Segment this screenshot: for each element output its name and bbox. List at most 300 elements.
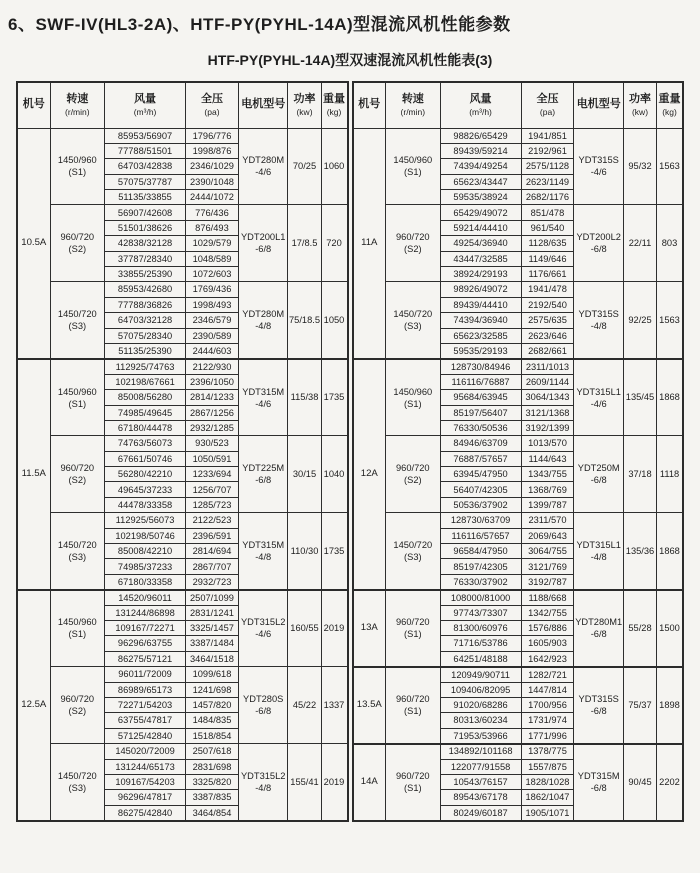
air-volume-cell: 49254/36940	[440, 236, 521, 251]
power-cell: 37/18	[623, 436, 656, 513]
motor-model-line2: -6/8	[255, 706, 272, 717]
power-cell: 75/37	[623, 667, 656, 744]
table-row	[353, 436, 684, 451]
pressure-cell: 2311/570	[521, 513, 574, 528]
air-volume-cell: 102198/50746	[105, 528, 186, 543]
motor-model-cell	[574, 513, 624, 590]
table-row	[353, 128, 684, 143]
pressure-cell: 1233/694	[186, 467, 239, 482]
pressure-cell: 1518/854	[186, 728, 239, 743]
air-volume-cell: 57075/28340	[105, 328, 186, 343]
air-volume-cell: 37787/28340	[105, 251, 186, 266]
air-volume-cell: 56407/42305	[440, 482, 521, 497]
motor-model-line2: -4/6	[255, 629, 272, 640]
machine-no-cell: 11A	[353, 128, 386, 359]
air-volume-cell: 63945/47950	[440, 467, 521, 482]
motor-model-line1: YDT250M	[577, 463, 620, 474]
header-label: 全压	[200, 93, 223, 106]
pressure-cell: 1796/776	[186, 128, 239, 143]
machine-no-cell: 11.5A	[17, 359, 50, 590]
pressure-cell: 2390/589	[186, 328, 239, 343]
air-volume-cell: 67180/33358	[105, 574, 186, 589]
header-row	[353, 82, 684, 128]
power-cell: 92/25	[623, 282, 656, 359]
header-power	[623, 82, 656, 128]
air-volume-cell: 128730/63709	[440, 513, 521, 528]
pressure-cell: 2396/1050	[186, 374, 239, 389]
header-machine-no	[353, 82, 386, 128]
pressure-cell: 2932/1285	[186, 420, 239, 435]
pressure-cell: 2346/1029	[186, 159, 239, 174]
pressure-cell: 1731/974	[521, 713, 574, 728]
table-subtitle: HTF-PY(PYHL-14A)型双速混流风机性能表(3)	[207, 52, 493, 68]
header-weight	[657, 82, 683, 128]
air-volume-cell: 128730/84946	[440, 359, 521, 374]
motor-model-cell	[238, 205, 288, 282]
motor-model-cell	[574, 744, 624, 821]
pressure-cell: 2069/643	[521, 528, 574, 543]
air-volume-cell: 10543/76157	[440, 774, 521, 789]
table-row	[353, 359, 684, 374]
air-volume-cell: 50536/37902	[440, 497, 521, 512]
air-volume-cell: 65623/32585	[440, 328, 521, 343]
air-volume-cell: 86989/65173	[105, 682, 186, 697]
pressure-cell: 1048/589	[186, 251, 239, 266]
air-volume-cell: 108000/81000	[440, 590, 521, 605]
pressure-cell: 2814/1233	[186, 390, 239, 405]
speed-value: 1450/960	[57, 386, 97, 397]
weight-cell: 1050	[321, 282, 347, 359]
pressure-cell: 2575/635	[521, 313, 574, 328]
power-cell: 22/11	[623, 205, 656, 282]
air-volume-cell: 116116/76887	[440, 374, 521, 389]
air-volume-cell: 65623/43447	[440, 174, 521, 189]
machine-no-cell: 12.5A	[17, 590, 50, 821]
air-volume-cell: 96584/47950	[440, 544, 521, 559]
air-volume-cell: 76887/57657	[440, 451, 521, 466]
header-unit: (kw)	[296, 106, 313, 117]
air-volume-cell: 76330/50536	[440, 420, 521, 435]
weight-cell: 2019	[321, 744, 347, 821]
weight-cell: 1118	[657, 436, 683, 513]
pressure-cell: 1013/570	[521, 436, 574, 451]
air-volume-cell: 44478/33358	[105, 497, 186, 512]
speed-variant: (S2)	[68, 706, 87, 717]
pressure-cell: 1072/603	[186, 267, 239, 282]
header-power	[288, 82, 321, 128]
speed-value: 960/720	[60, 694, 95, 705]
motor-model-line1: YDT225M	[242, 463, 285, 474]
pressure-cell: 1188/668	[521, 590, 574, 605]
header-label: 功率	[293, 93, 316, 106]
header-unit: (pa)	[539, 106, 556, 117]
air-volume-cell: 98926/49072	[440, 282, 521, 297]
table-row	[17, 744, 348, 759]
air-volume-cell: 74394/49254	[440, 159, 521, 174]
header-label: 转速	[66, 93, 89, 106]
motor-model-line2: -4/6	[590, 398, 607, 409]
header-label: 机号	[22, 98, 45, 111]
pressure-cell: 1128/635	[521, 236, 574, 251]
weight-cell: 1500	[657, 590, 683, 667]
air-volume-cell: 80313/60234	[440, 713, 521, 728]
pressure-cell: 2346/579	[186, 313, 239, 328]
table-row	[353, 744, 684, 759]
pressure-cell: 1399/787	[521, 497, 574, 512]
pressure-cell: 3387/1484	[186, 636, 239, 651]
pressure-cell: 2609/1144	[521, 374, 574, 389]
motor-model-cell	[574, 436, 624, 513]
air-volume-cell: 112925/74763	[105, 359, 186, 374]
air-volume-cell: 86275/57121	[105, 651, 186, 666]
header-weight	[321, 82, 347, 128]
motor-model-line2: -4/6	[590, 167, 607, 178]
air-volume-cell: 109167/72271	[105, 621, 186, 636]
air-volume-cell: 64703/42838	[105, 159, 186, 174]
speed-value: 1450/720	[393, 539, 433, 550]
power-cell: 70/25	[288, 128, 321, 205]
air-volume-cell: 59535/29193	[440, 343, 521, 358]
air-volume-cell: 67661/50746	[105, 451, 186, 466]
pressure-cell: 1282/721	[521, 667, 574, 682]
header-unit: (kg)	[326, 106, 342, 117]
air-volume-cell: 33855/25390	[105, 267, 186, 282]
speed-value: 1450/960	[393, 155, 433, 166]
pressure-cell: 1099/618	[186, 667, 239, 682]
motor-model-cell	[574, 205, 624, 282]
motor-model-line2: -4/8	[590, 321, 607, 332]
speed-cell	[386, 128, 441, 205]
pressure-cell: 1447/814	[521, 682, 574, 697]
header-pressure	[186, 82, 239, 128]
motor-model-cell	[574, 590, 624, 667]
motor-model-line2: -4/8	[590, 551, 607, 562]
pressure-cell: 1285/723	[186, 497, 239, 512]
pressure-cell: 1368/769	[521, 482, 574, 497]
pressure-cell: 1557/875	[521, 759, 574, 774]
speed-cell	[386, 205, 441, 282]
table-row	[17, 128, 348, 143]
air-volume-cell: 102198/67661	[105, 374, 186, 389]
motor-model-line1: YDT315M	[242, 386, 285, 397]
table-row	[17, 590, 348, 605]
header-label: 风量	[134, 93, 157, 106]
air-volume-cell: 145020/72009	[105, 744, 186, 759]
motor-model-line1: YDT315L2	[240, 617, 286, 628]
speed-variant: (S1)	[68, 167, 87, 178]
pressure-cell: 1905/1071	[521, 805, 574, 820]
air-volume-cell: 86275/42840	[105, 805, 186, 820]
speed-variant: (S3)	[404, 321, 422, 332]
speed-cell	[386, 744, 441, 821]
power-cell: 55/28	[623, 590, 656, 667]
speed-cell	[50, 590, 105, 667]
air-volume-cell: 74763/56073	[105, 436, 186, 451]
air-volume-cell: 134892/101168	[440, 744, 521, 759]
header-label: 重量	[323, 93, 346, 106]
motor-model-cell	[238, 667, 288, 744]
pressure-cell: 2831/1241	[186, 605, 239, 620]
weight-cell: 720	[321, 205, 347, 282]
air-volume-cell: 89439/44410	[440, 297, 521, 312]
pressure-cell: 3464/1518	[186, 651, 239, 666]
pressure-cell: 1998/876	[186, 143, 239, 158]
pressure-cell: 961/540	[521, 220, 574, 235]
pressure-cell: 3064/1343	[521, 390, 574, 405]
pressure-cell: 1144/643	[521, 451, 574, 466]
pressure-cell: 1484/835	[186, 713, 239, 728]
power-cell: 30/15	[288, 436, 321, 513]
pressure-cell: 776/436	[186, 205, 239, 220]
motor-model-line2: -6/8	[255, 244, 272, 255]
speed-value: 1450/960	[393, 386, 433, 397]
speed-value: 1450/960	[57, 617, 97, 628]
air-volume-cell: 109406/82095	[440, 682, 521, 697]
speed-variant: (S2)	[404, 244, 422, 255]
air-volume-cell: 65429/49072	[440, 205, 521, 220]
air-volume-cell: 116116/57657	[440, 528, 521, 543]
air-volume-cell: 109167/54203	[105, 774, 186, 789]
air-volume-cell: 64251/48188	[440, 651, 521, 666]
air-volume-cell: 77788/51501	[105, 143, 186, 158]
pressure-cell: 1176/661	[521, 267, 574, 282]
pressure-cell: 3325/1457	[186, 621, 239, 636]
pressure-cell: 2682/1176	[521, 190, 574, 205]
power-cell: 75/18.5	[288, 282, 321, 359]
pressure-cell: 2623/1149	[521, 174, 574, 189]
speed-variant: (S1)	[404, 167, 422, 178]
air-volume-cell: 64703/32128	[105, 313, 186, 328]
air-volume-cell: 89543/67178	[440, 790, 521, 805]
power-cell: 95/32	[623, 128, 656, 205]
table-header	[17, 82, 348, 128]
table-body	[17, 128, 348, 821]
pressure-cell: 2444/1072	[186, 190, 239, 205]
header-unit: (r/min)	[400, 106, 426, 117]
air-volume-cell: 85953/42680	[105, 282, 186, 297]
speed-variant: (S2)	[68, 475, 87, 486]
speed-cell	[386, 436, 441, 513]
speed-cell	[386, 282, 441, 359]
machine-no-cell: 14A	[353, 744, 386, 821]
header-label: 重量	[658, 93, 681, 106]
speed-value: 1450/720	[57, 309, 97, 320]
motor-model-line1: YDT280M	[242, 309, 285, 320]
air-volume-cell: 122077/91558	[440, 759, 521, 774]
speed-cell	[386, 667, 441, 744]
speed-variant: (S1)	[404, 398, 422, 409]
air-volume-cell: 42838/32128	[105, 236, 186, 251]
header-label: 功率	[629, 93, 651, 106]
header-speed	[50, 82, 105, 128]
table-row	[17, 436, 348, 451]
air-volume-cell: 85197/42305	[440, 559, 521, 574]
motor-model-line2: -4/8	[255, 782, 272, 793]
speed-variant: (S1)	[404, 783, 422, 794]
pressure-cell: 1256/707	[186, 482, 239, 497]
pressure-cell: 3121/1368	[521, 405, 574, 420]
table-row	[17, 282, 348, 297]
speed-variant: (S2)	[404, 475, 422, 486]
air-volume-cell: 74394/36940	[440, 313, 521, 328]
air-volume-cell: 76330/37902	[440, 574, 521, 589]
machine-no-cell: 13.5A	[353, 667, 386, 744]
air-volume-cell: 72271/54203	[105, 697, 186, 712]
speed-variant: (S1)	[68, 398, 87, 409]
air-volume-cell: 63755/47817	[105, 713, 186, 728]
motor-model-line2: -6/8	[590, 629, 607, 640]
pressure-cell: 2623/646	[521, 328, 574, 343]
pressure-cell: 2867/707	[186, 559, 239, 574]
speed-value: 1450/720	[57, 770, 97, 781]
machine-no-cell: 13A	[353, 590, 386, 667]
pressure-cell: 3192/1399	[521, 420, 574, 435]
speed-variant: (S3)	[68, 782, 87, 793]
power-cell: 155/41	[288, 744, 321, 821]
pressure-cell: 851/478	[521, 205, 574, 220]
air-volume-cell: 57075/37787	[105, 174, 186, 189]
pressure-cell: 1342/755	[521, 605, 574, 620]
weight-cell: 1563	[657, 282, 683, 359]
header-unit: (r/min)	[65, 106, 90, 117]
pressure-cell: 1149/646	[521, 251, 574, 266]
pressure-cell: 2507/618	[186, 744, 239, 759]
air-volume-cell: 112925/56073	[105, 513, 186, 528]
air-volume-cell: 96296/47817	[105, 790, 186, 805]
pressure-cell: 2396/591	[186, 528, 239, 543]
pressure-cell: 1828/1028	[521, 774, 574, 789]
header-label: 全压	[536, 93, 559, 106]
motor-model-line1: YDT315S	[578, 694, 619, 705]
air-volume-cell: 81300/60976	[440, 621, 521, 636]
air-volume-cell: 85008/56280	[105, 390, 186, 405]
motor-model-cell	[238, 359, 288, 436]
pressure-cell: 3121/769	[521, 559, 574, 574]
power-cell: 160/55	[288, 590, 321, 667]
motor-model-cell	[574, 667, 624, 744]
motor-model-cell	[238, 513, 288, 590]
pressure-cell: 1642/923	[521, 651, 574, 666]
speed-variant: (S1)	[404, 706, 422, 717]
pressure-cell: 3064/755	[521, 544, 574, 559]
pressure-cell: 1941/478	[521, 282, 574, 297]
pressure-cell: 2831/698	[186, 759, 239, 774]
machine-no-cell: 12A	[353, 359, 386, 590]
motor-model-line1: YDT315S	[578, 309, 619, 320]
pressure-cell: 1862/1047	[521, 790, 574, 805]
air-volume-cell: 71953/53966	[440, 728, 521, 743]
performance-tables	[16, 81, 684, 822]
machine-no-cell: 10.5A	[17, 128, 50, 359]
motor-model-line1: YDT315L1	[576, 539, 621, 550]
pressure-cell: 1771/996	[521, 728, 574, 743]
air-volume-cell: 67180/44478	[105, 420, 186, 435]
air-volume-cell: 51135/33855	[105, 190, 186, 205]
motor-model-line2: -4/6	[255, 398, 272, 409]
pressure-cell: 2122/930	[186, 359, 239, 374]
air-volume-cell: 43447/32585	[440, 251, 521, 266]
air-volume-cell: 97743/73307	[440, 605, 521, 620]
speed-cell	[50, 282, 105, 359]
motor-model-line2: -6/8	[590, 706, 607, 717]
pressure-cell: 1605/903	[521, 636, 574, 651]
air-volume-cell: 84946/63709	[440, 436, 521, 451]
speed-cell	[386, 359, 441, 436]
motor-model-line1: YDT315M	[242, 539, 285, 550]
header-row	[17, 82, 348, 128]
speed-cell	[50, 667, 105, 744]
weight-cell: 1898	[657, 667, 683, 744]
weight-cell: 2202	[657, 744, 683, 821]
header-air-volume	[105, 82, 186, 128]
speed-value: 1450/960	[57, 155, 97, 166]
pressure-cell: 1378/775	[521, 744, 574, 759]
air-volume-cell: 51501/38626	[105, 220, 186, 235]
pressure-cell: 1457/820	[186, 697, 239, 712]
table-row	[353, 667, 684, 682]
weight-cell: 1868	[657, 359, 683, 436]
motor-model-line1: YDT315M	[577, 771, 620, 782]
speed-variant: (S1)	[68, 629, 87, 640]
pressure-cell: 2444/603	[186, 343, 239, 358]
pressure-cell: 1998/493	[186, 297, 239, 312]
pressure-cell: 3192/787	[521, 574, 574, 589]
motor-model-line2: -6/8	[590, 783, 607, 794]
speed-variant: (S3)	[68, 321, 87, 332]
air-volume-cell: 80249/60187	[440, 805, 521, 820]
pressure-cell: 1769/436	[186, 282, 239, 297]
pressure-cell: 2867/1256	[186, 405, 239, 420]
motor-model-cell	[238, 128, 288, 205]
air-volume-cell: 95684/63945	[440, 390, 521, 405]
header-pressure	[521, 82, 574, 128]
weight-cell: 1337	[321, 667, 347, 744]
pressure-cell: 1576/886	[521, 621, 574, 636]
pressure-cell: 2507/1099	[186, 590, 239, 605]
power-cell: 45/22	[288, 667, 321, 744]
air-volume-cell: 98826/65429	[440, 128, 521, 143]
speed-cell	[50, 205, 105, 282]
header-label: 机号	[358, 98, 381, 111]
speed-value: 1450/720	[57, 539, 97, 550]
motor-model-cell	[574, 359, 624, 436]
motor-model-line1: YDT315L1	[576, 386, 621, 397]
table-row	[17, 667, 348, 682]
pressure-cell: 1050/591	[186, 451, 239, 466]
header-unit: (m³/h)	[133, 106, 157, 117]
header-label: 风量	[469, 93, 492, 106]
speed-cell	[386, 513, 441, 590]
air-volume-cell: 131244/65173	[105, 759, 186, 774]
table-body	[353, 128, 684, 821]
power-cell: 17/8.5	[288, 205, 321, 282]
pressure-cell: 2575/1128	[521, 159, 574, 174]
header-air-volume	[440, 82, 521, 128]
weight-cell: 1868	[657, 513, 683, 590]
power-cell: 135/36	[623, 513, 656, 590]
speed-value: 960/720	[396, 232, 430, 243]
air-volume-cell: 85008/42210	[105, 544, 186, 559]
header-label: 转速	[401, 93, 424, 106]
weight-cell: 1735	[321, 359, 347, 436]
power-cell: 115/38	[288, 359, 321, 436]
pressure-cell: 3325/820	[186, 774, 239, 789]
header-unit: (m³/h)	[469, 106, 492, 117]
motor-model-line1: YDT315L2	[240, 770, 286, 781]
air-volume-cell: 74985/37233	[105, 559, 186, 574]
air-volume-cell: 131244/86898	[105, 605, 186, 620]
speed-value: 960/720	[396, 694, 430, 705]
